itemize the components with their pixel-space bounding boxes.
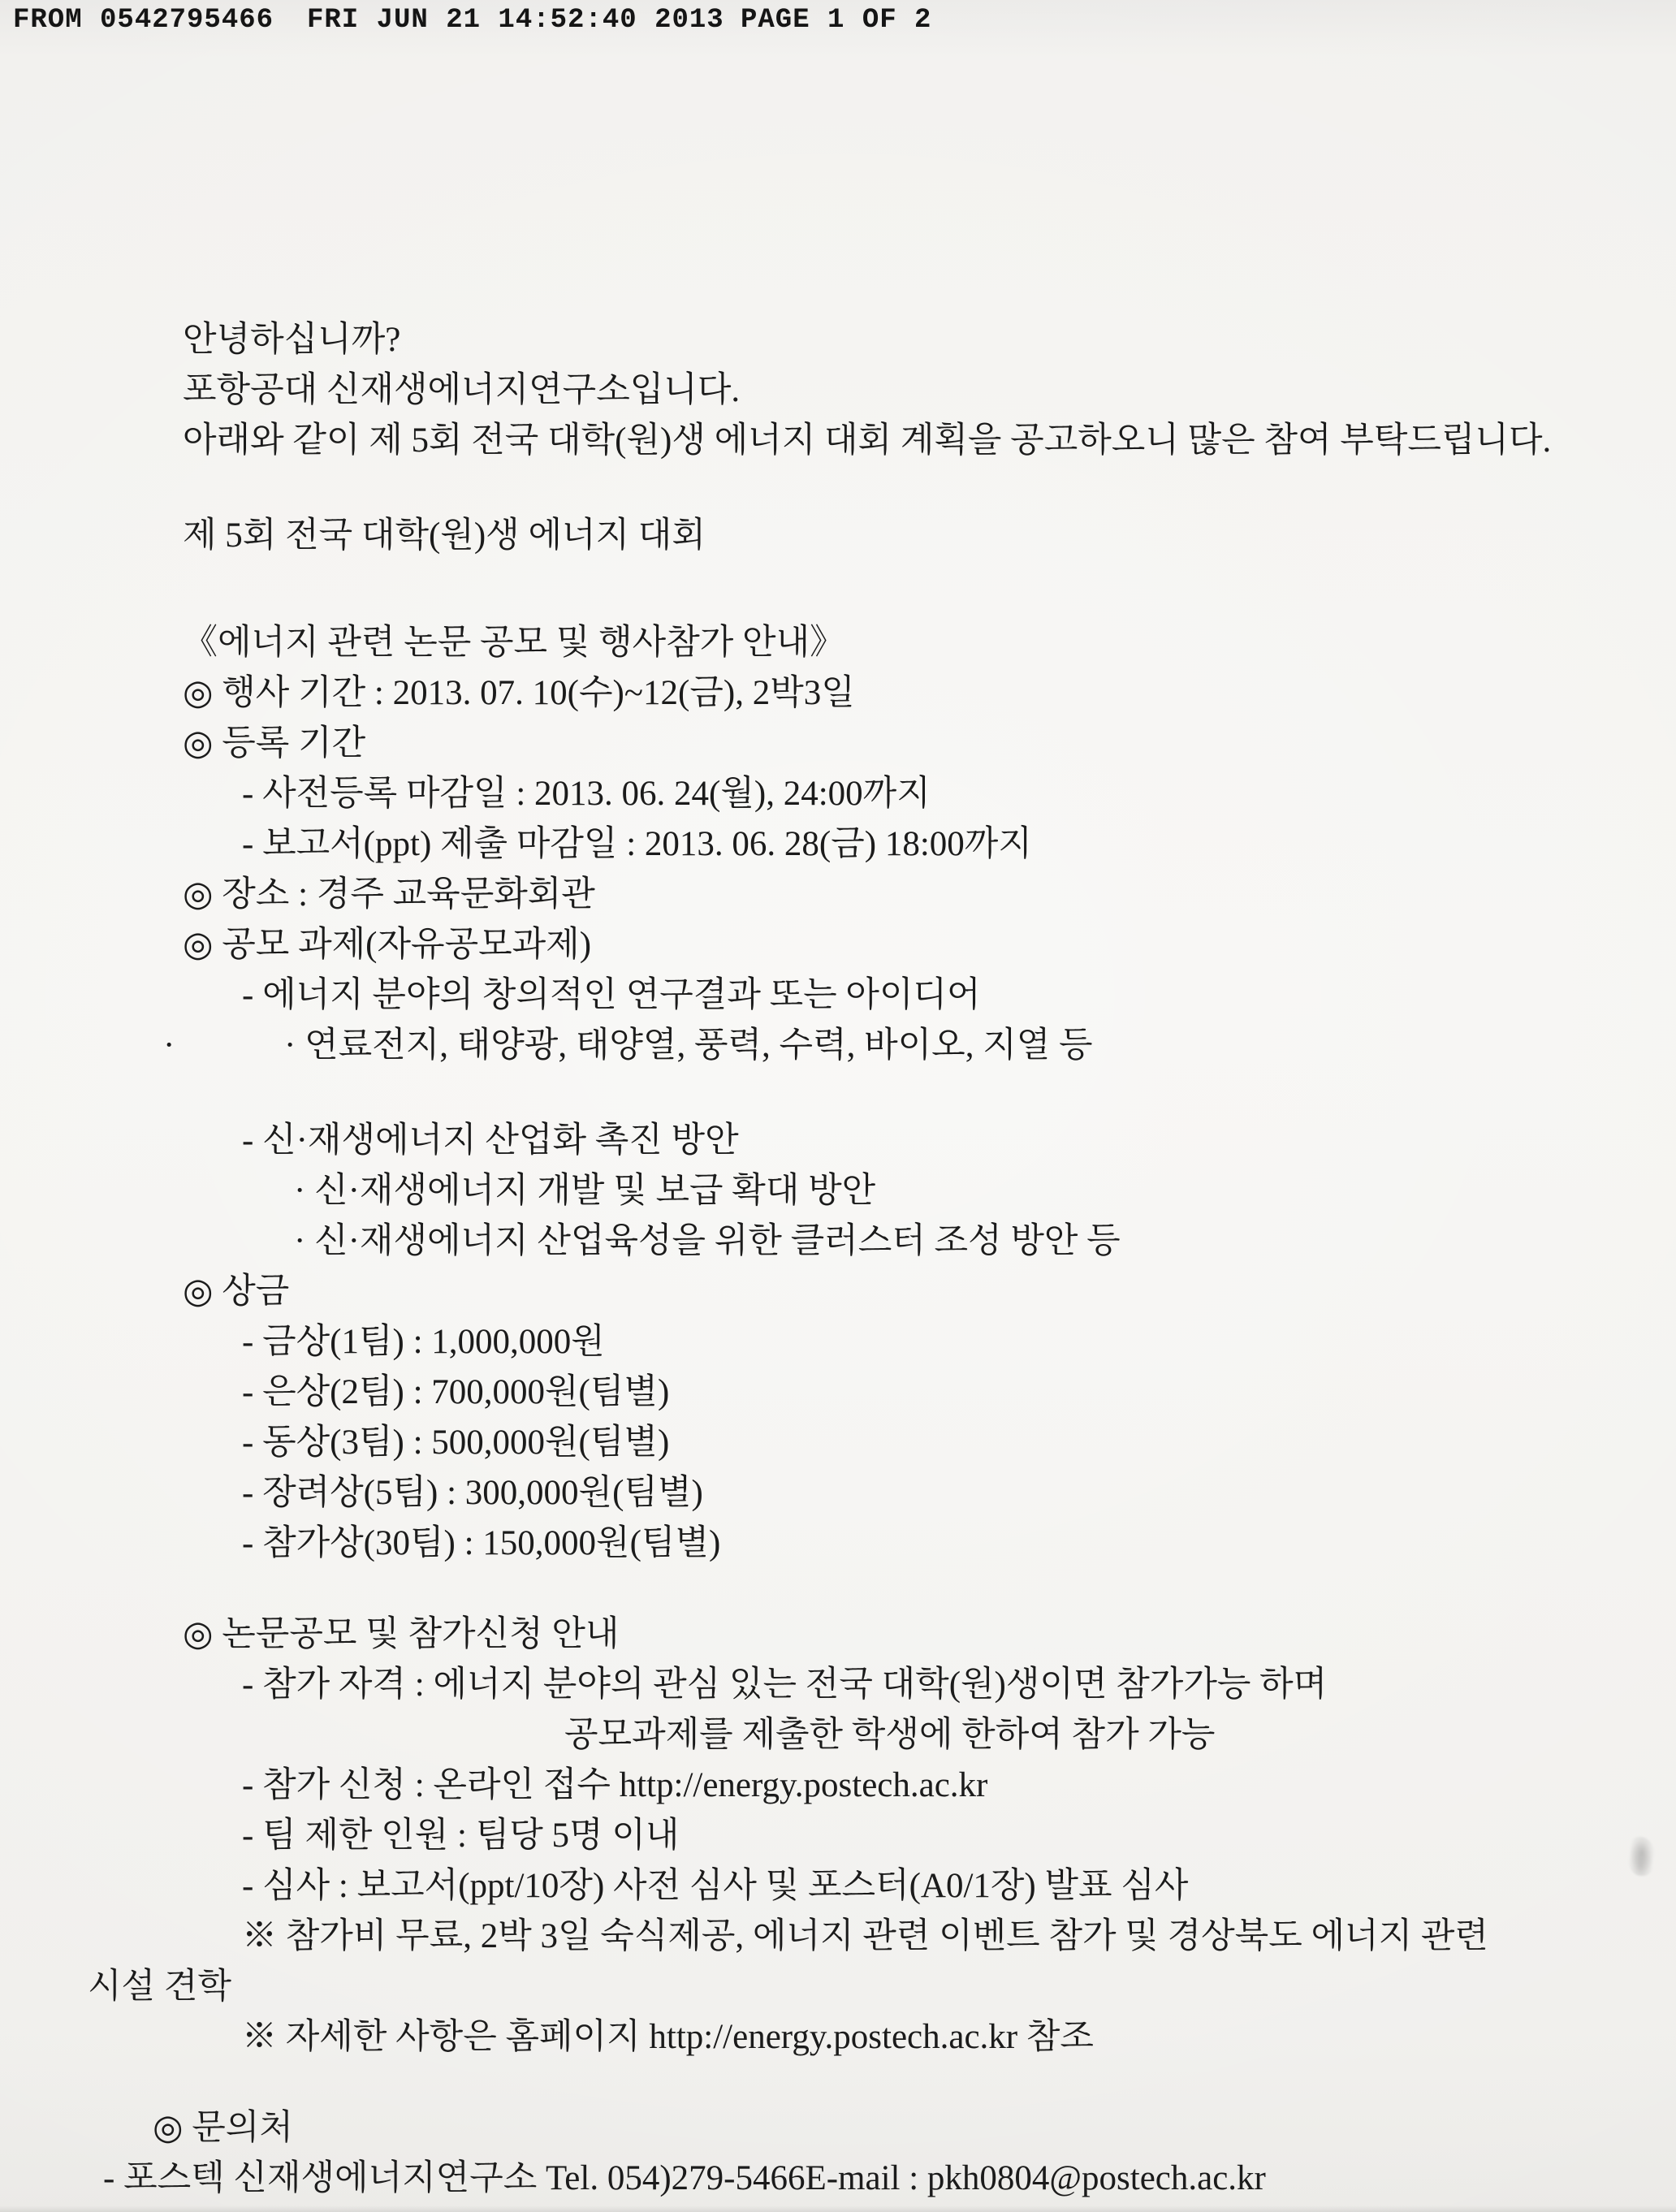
fax-datetime: FRI JUN 21 14:52:40 2013 bbox=[307, 5, 724, 36]
report-deadline: - 보고서(ppt) 제출 마감일 : 2013. 06. 28(금) 18:00까지 bbox=[242, 825, 1032, 863]
prize-silver: - 은상(2팀) : 700,000원(팀별) bbox=[242, 1373, 670, 1411]
scan-bottom-edge bbox=[0, 2206, 1676, 2212]
greeting-line-1: 안녕하십니까? bbox=[183, 321, 401, 359]
note-free-line-1: ※ 참가비 무료, 2박 3일 숙식제공, 에너지 관련 이벤트 참가 및 경상북도 에너지 관련 bbox=[242, 1917, 1488, 1955]
prize-participation: - 참가상(30팀) : 150,000원(팀별) bbox=[242, 1524, 721, 1562]
notice-heading: 《에너지 관련 논문 공모 및 행사참가 안내》 bbox=[183, 624, 845, 662]
prize-encouragement: - 장려상(5팀) : 300,000원(팀별) bbox=[242, 1474, 703, 1512]
how-to-apply: - 참가 신청 : 온라인 접수 http://energy.postech.ac.kr bbox=[242, 1766, 988, 1804]
topic-industrialization: - 신·재생에너지 산업화 촉진 방안 bbox=[242, 1121, 739, 1160]
greeting-line-3: 아래와 같이 제 5회 전국 대학(원)생 에너지 대회 계획을 공고하오니 많은 참여 부탁드립니다. bbox=[183, 421, 1552, 460]
fax-page-count: PAGE 1 OF 2 bbox=[741, 5, 932, 36]
event-title: 제 5회 전국 대학(원)생 에너지 대회 bbox=[183, 516, 706, 555]
judging: - 심사 : 보고서(ppt/10장) 사전 심사 및 포스터(A0/1장) 발표 심사 bbox=[242, 1867, 1189, 1905]
contact-heading: ◎ 문의처 bbox=[153, 2109, 293, 2147]
team-limit: - 팀 제한 인원 : 팀당 5명 이내 bbox=[242, 1817, 680, 1855]
topic-examples-line bbox=[0, 1021, 1676, 1071]
contest-topics-heading: ◎ 공모 과제(자유공모과제) bbox=[183, 926, 592, 964]
fax-sender-number: FROM 0542795466 bbox=[13, 5, 274, 36]
prize-gold: - 금상(1팀) : 1,000,000원 bbox=[242, 1323, 605, 1361]
note-free-line-2: 시설 견학 bbox=[88, 1968, 231, 2006]
pre-registration-deadline: - 사전등록 마감일 : 2013. 06. 24(월), 24:00까지 bbox=[242, 775, 931, 813]
prize-bronze: - 동상(3팀) : 500,000원(팀별) bbox=[242, 1424, 670, 1462]
contact-info: - 포스텍 신재생에너지연구소 Tel. 054)279-5466E-mail : pkh0804@postech.ac.kr bbox=[103, 2159, 1266, 2197]
topic-sub-development: · 신·재생에너지 개발 및 보급 확대 방안 bbox=[294, 1172, 876, 1210]
stray-scan-dot: · bbox=[163, 1026, 175, 1065]
eligibility-line-2: 공모과제를 제출한 학생에 한하여 참가 가능 bbox=[564, 1716, 1216, 1754]
topic-free-research: - 에너지 분야의 창의적인 연구결과 또는 아이디어 bbox=[242, 976, 981, 1014]
note-homepage: ※ 자세한 사항은 홈페이지 http://energy.postech.ac.kr 참조 bbox=[242, 2018, 1094, 2056]
prizes-heading: ◎ 상금 bbox=[183, 1272, 290, 1311]
registration-heading: ◎ 등록 기간 bbox=[183, 724, 366, 763]
greeting-line-2: 포항공대 신재생에너지연구소입니다. bbox=[183, 371, 741, 409]
venue: ◎ 장소 : 경주 교육문화회관 bbox=[183, 875, 595, 914]
topic-sub-cluster: · 신·재생에너지 산업육성을 위한 클러스터 조성 방안 등 bbox=[294, 1222, 1121, 1260]
event-period: ◎ 행사 기간 : 2013. 07. 10(수)~12(금), 2박3일 bbox=[183, 674, 855, 712]
eligibility-line-1: - 참가 자격 : 에너지 분야의 관심 있는 전국 대학(원)생이면 참가가능 하며 bbox=[242, 1665, 1328, 1704]
topic-examples: · 연료전지, 태양광, 태양열, 풍력, 수력, 바이오, 지열 등 bbox=[284, 1026, 1093, 1065]
scan-smudge-artifact bbox=[1628, 1837, 1656, 1876]
application-heading: ◎ 논문공모 및 참가신청 안내 bbox=[183, 1615, 620, 1653]
